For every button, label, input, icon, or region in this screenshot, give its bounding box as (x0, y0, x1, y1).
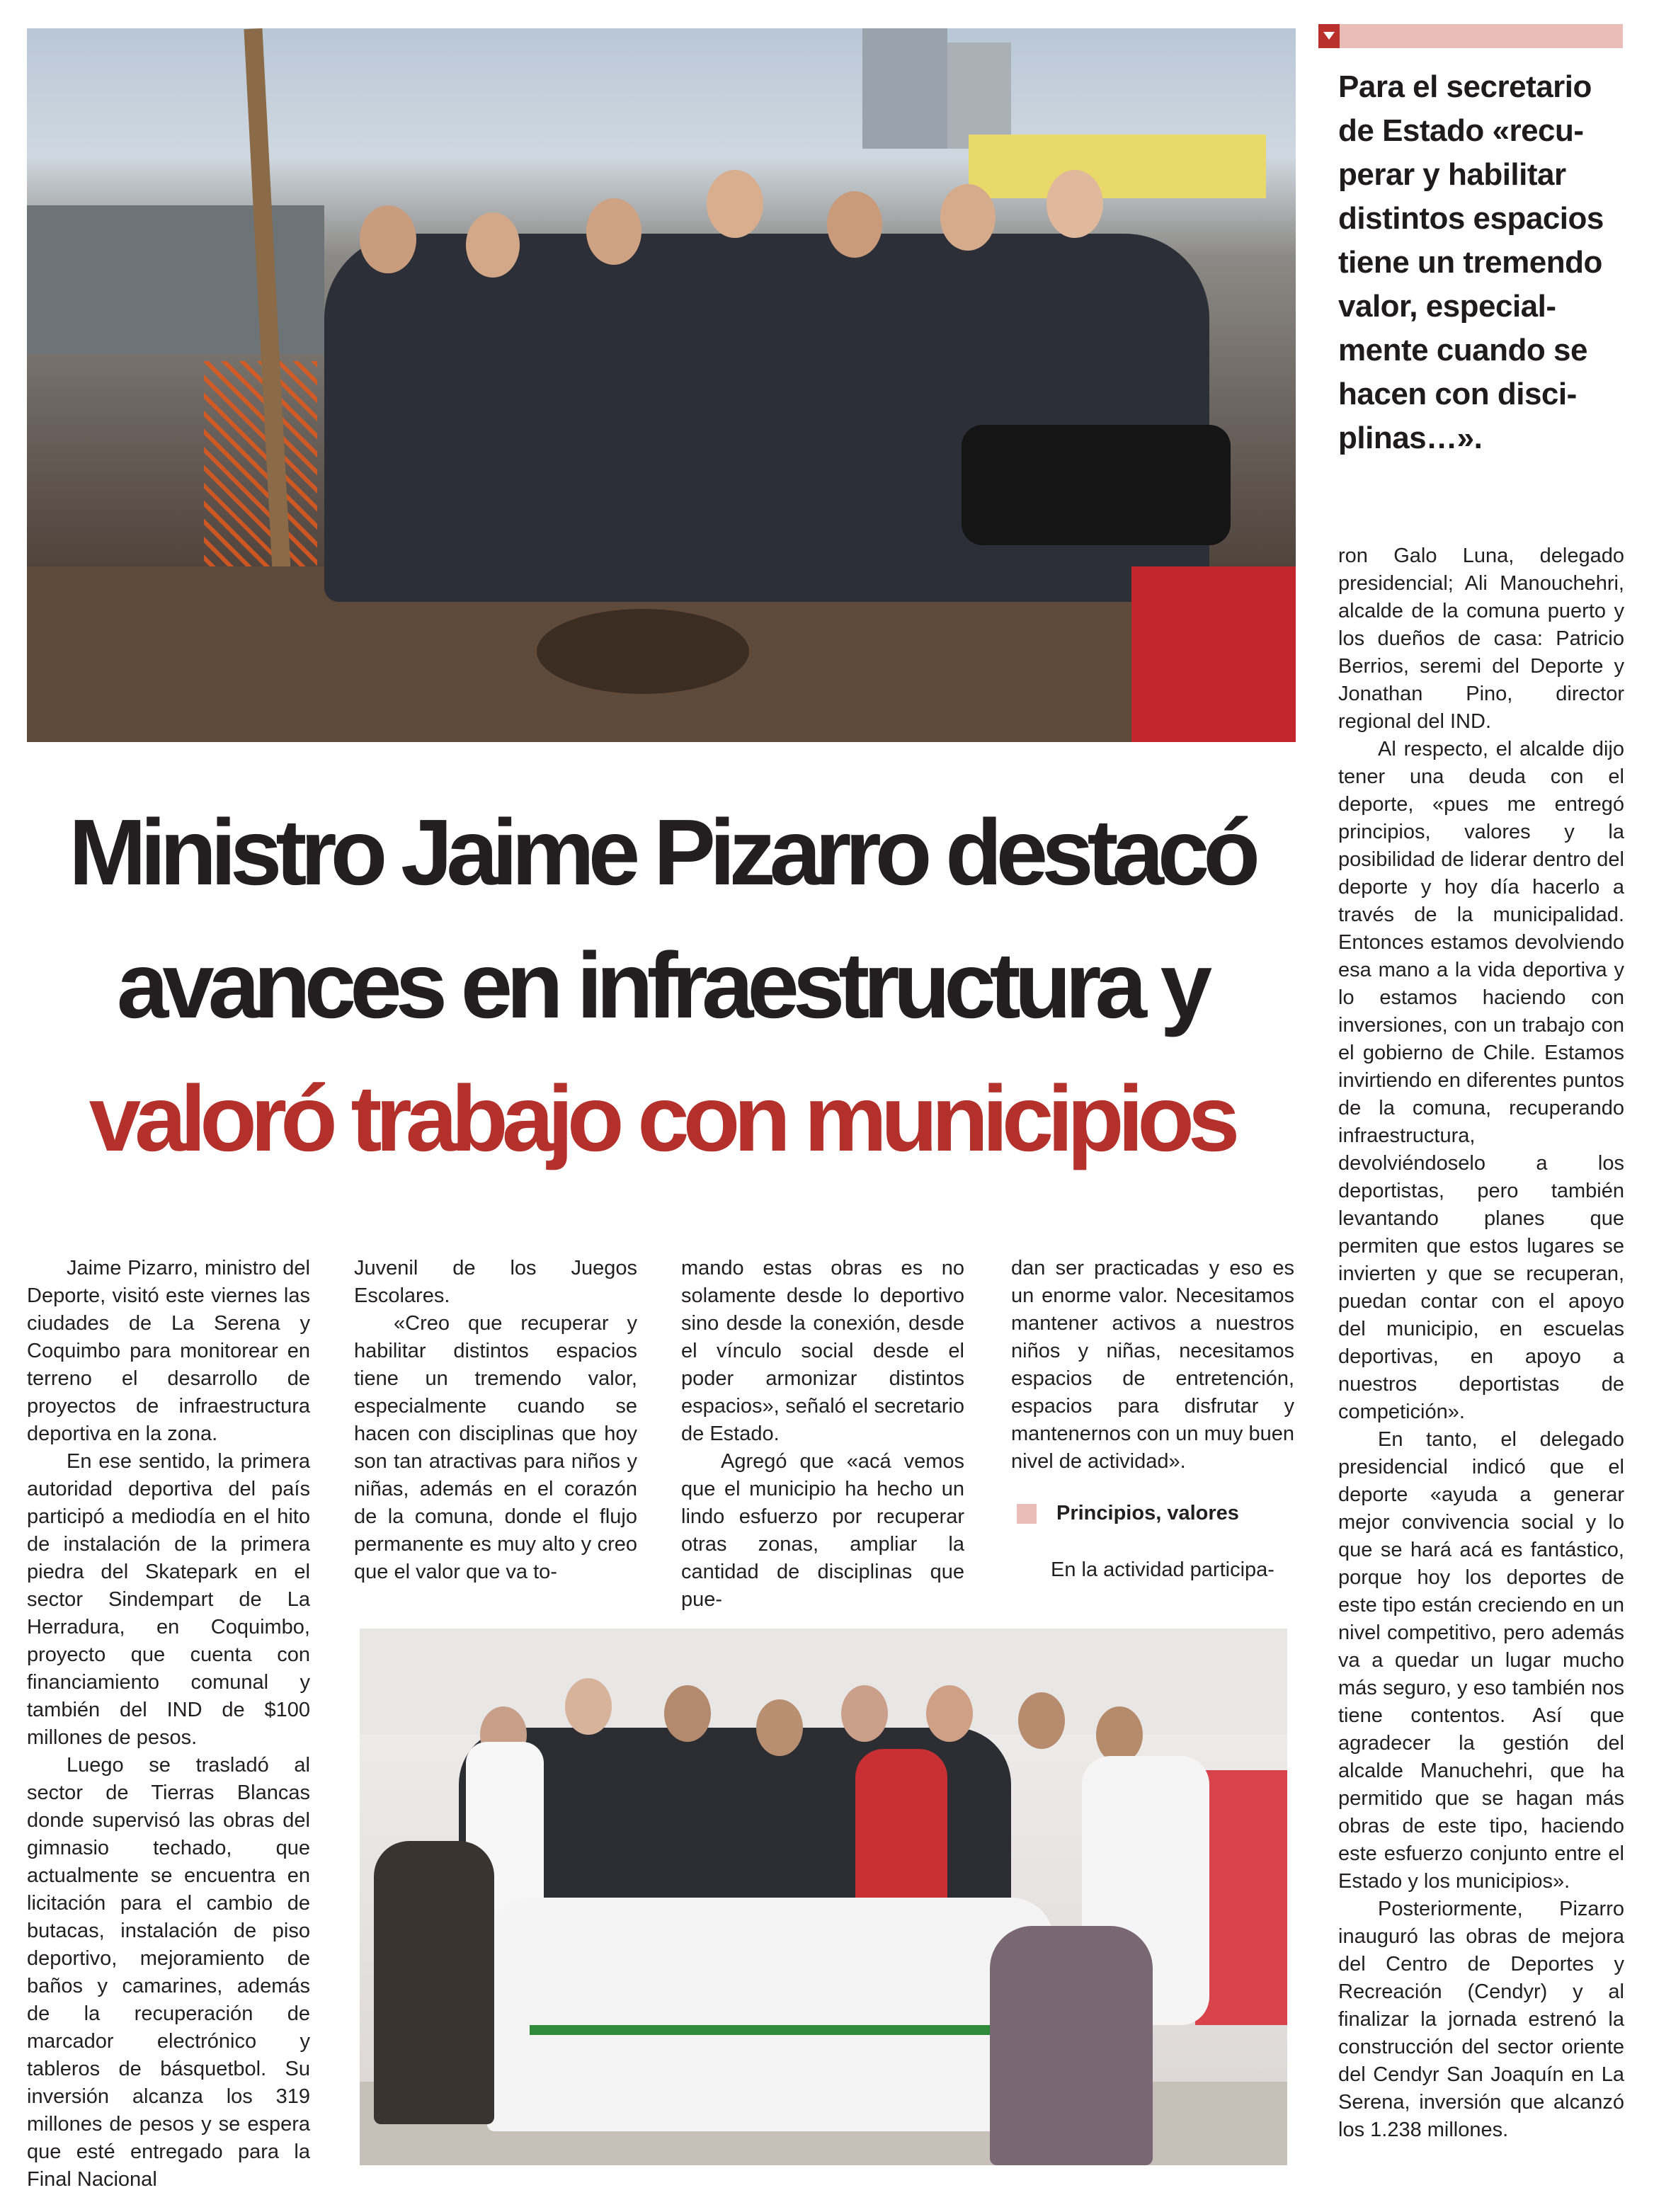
article-column-4-continued (1011, 1556, 1294, 1584)
paragraph: ron Galo Luna, delegado presidencial; Ali Manouchehri, alcalde de la comuna puerto y los dueños de casa: Patricio Berrios, seremi del Deporte y Jonathan Pino, director regional del IND. (1338, 545, 1624, 733)
judo-group-photo (360, 1629, 1287, 2165)
paragraph: Agregó que «acá vemos que el municipio ha hecho un lindo esfuerzo por recuperar otras zonas, ampliar la cantidad de disciplinas que pue- (681, 1450, 964, 1611)
paragraph: mando estas obras es no solamente desde lo deportivo sino desde la conexión, desde el vínculo social desde el poder armonizar distintos espacios», señaló el secretario de Estado. (681, 1257, 964, 1445)
paragraph: En tanto, el delegado presidencial indicó que el deporte «ayuda a generar mejor convivencia social y lo que se hará acá es fantástico, porque hoy los deportes de este tipo están creciendo en un nivel competitivo, pero además va a quedar un lugar mucho más seguro, y eso también nos tiene contentos. Así que agradecer la gestión del alcalde Manuchehri, que ha permitido que se hagan más obras de este tipo, haciendo este esfuerzo conjunto entre el Estado y los municipios». (1338, 1428, 1624, 1893)
article-column-1 (27, 1255, 310, 2194)
photo-ramp (27, 205, 324, 354)
paragraph: Luego se trasladó al sector de Tierras Blancas donde supervisó las obras del gimnasio techado, que actualmente se encuentra en licitación para el cambio de butacas, instalación de piso deportivo, mejoramiento de baños y camarines, además de la recuperación de marcador electrónico y tableros de básquetbol. Su inversión alcanza los 319 millones de pesos y se espera que esté entregado para la Final Nacional (27, 1754, 310, 2191)
quote-marker (1318, 24, 1340, 48)
paragraph: dan ser practicadas y eso es un enorme valor. Necesitamos mantener activos a nuestros niños y niñas, necesitamos espacios de entretención, espacios para disfrutar y mantenernos con un muy buen nivel de actividad». (1011, 1257, 1294, 1473)
pull-quote: Para el secretario de Estado «recu- perar y habilitar distintos espacios tiene un tremendo valor, especial- mente cuando se hacen con disci- plinas…». (1338, 69, 1604, 455)
article-column-4 (1011, 1255, 1294, 1476)
photo-person-face (1096, 1706, 1143, 1763)
paragraph: Posteriormente, Pizarro inauguró las obras de mejora del Centro de Deportes y Recreación (Cendyr) y al finalizar la jornada estrenó la construcción del sector oriente del Cendyr San Joaquín en La Serena, inversión que alcanzó los 1.238 millones. (1338, 1898, 1624, 2141)
article-column-3 (681, 1255, 964, 1614)
photo-man-right (990, 1926, 1153, 2165)
paragraph: Juvenil de los Juegos Escolares. (354, 1257, 637, 1307)
triangle-down-icon (1323, 32, 1335, 40)
photo-person-face (841, 1685, 888, 1742)
photo-hole (537, 609, 749, 694)
photo-building (862, 28, 947, 149)
photo-person-face (360, 205, 416, 273)
paragraph: En ese sentido, la primera autoridad deportiva del país participó a mediodía en el hito de instalación de la primera piedra del Skatepark en el sector Sindempart de La Herradura, en Coquimbo, proyecto que cuenta con financiamiento comunal y también del IND de $100 millones de pesos. (27, 1450, 310, 1749)
photo-person-face (940, 184, 996, 251)
photo-green-belts (530, 2025, 1025, 2035)
paragraph: «Creo que recuperar y habilitar distintos espacios tiene un tremendo valor, especialmente cuando se hacen con disciplinas que hoy son tan atractivas para niños y niñas, además en el corazón de la comuna, donde el flujo permanente es muy alto y creo que el valor que va to- (354, 1312, 637, 1583)
photo-red-jacket (855, 1749, 947, 1912)
article-column-5 (1338, 542, 1624, 2144)
photo-person-face (664, 1685, 711, 1742)
headline-line-1: Ministro Jaime Pizarro destacó (69, 800, 1254, 904)
photo-crowd (324, 234, 1209, 602)
photo-red-jacket (1131, 566, 1296, 742)
photo-kids-judokas (487, 1898, 1054, 2131)
photo-person-face (565, 1678, 612, 1735)
photo-person-face (926, 1685, 973, 1742)
headline-line-2: avances en infraestructura y (116, 933, 1207, 1037)
paragraph: Jaime Pizarro, ministro del Deporte, visitó este viernes las ciudades de La Serena y Coquimbo para monitorear en terreno el desarrollo de proyectos de infraestructura deportiva en la zona. (27, 1257, 310, 1445)
groundbreaking-photo (27, 28, 1296, 742)
photo-person-face (586, 198, 641, 265)
paragraph: En la actividad participa- (1051, 1558, 1274, 1581)
article-column-2 (354, 1255, 637, 1586)
photo-person-face (1018, 1692, 1065, 1749)
photo-man-left (374, 1841, 494, 2124)
subhead-marker (1017, 1504, 1037, 1524)
photo-person-face (466, 212, 520, 278)
paragraph: Al respecto, el alcalde dijo tener una deuda con el deporte, «pues me entregó principios, valores y la posibilidad de liderar dentro del deporte y hoy día hacerlo a través de la municipalidad. Entonces estamos devolviendo esa mano a la vida deportiva y lo estamos haciendo con inversiones, con un trabajo con el gobierno de Chile. Estamos invirtiendo en diferentes puntos de la comuna, recuperando infraestructura, devolviéndoselo a los deportistas, pero también levantando planes que permiten que estos lugares se invierten y que se recuperan, puedan contar con el apoyo del municipio, en escuelas deportivas, en apoyo a nuestros deportistas de competición». (1338, 738, 1624, 1423)
photo-building (947, 42, 1011, 149)
photo-yellow-wall (969, 135, 1266, 198)
photo-person-face (707, 170, 763, 238)
photo-person-face (1046, 170, 1103, 238)
photo-video-camera (962, 425, 1231, 545)
subhead: Principios, valores (1056, 1502, 1239, 1524)
quote-header-bar (1318, 24, 1623, 48)
headline-line-3: valoró trabajo con municipios (89, 1066, 1234, 1170)
photo-person-face (827, 191, 882, 258)
photo-person-face (756, 1699, 803, 1756)
